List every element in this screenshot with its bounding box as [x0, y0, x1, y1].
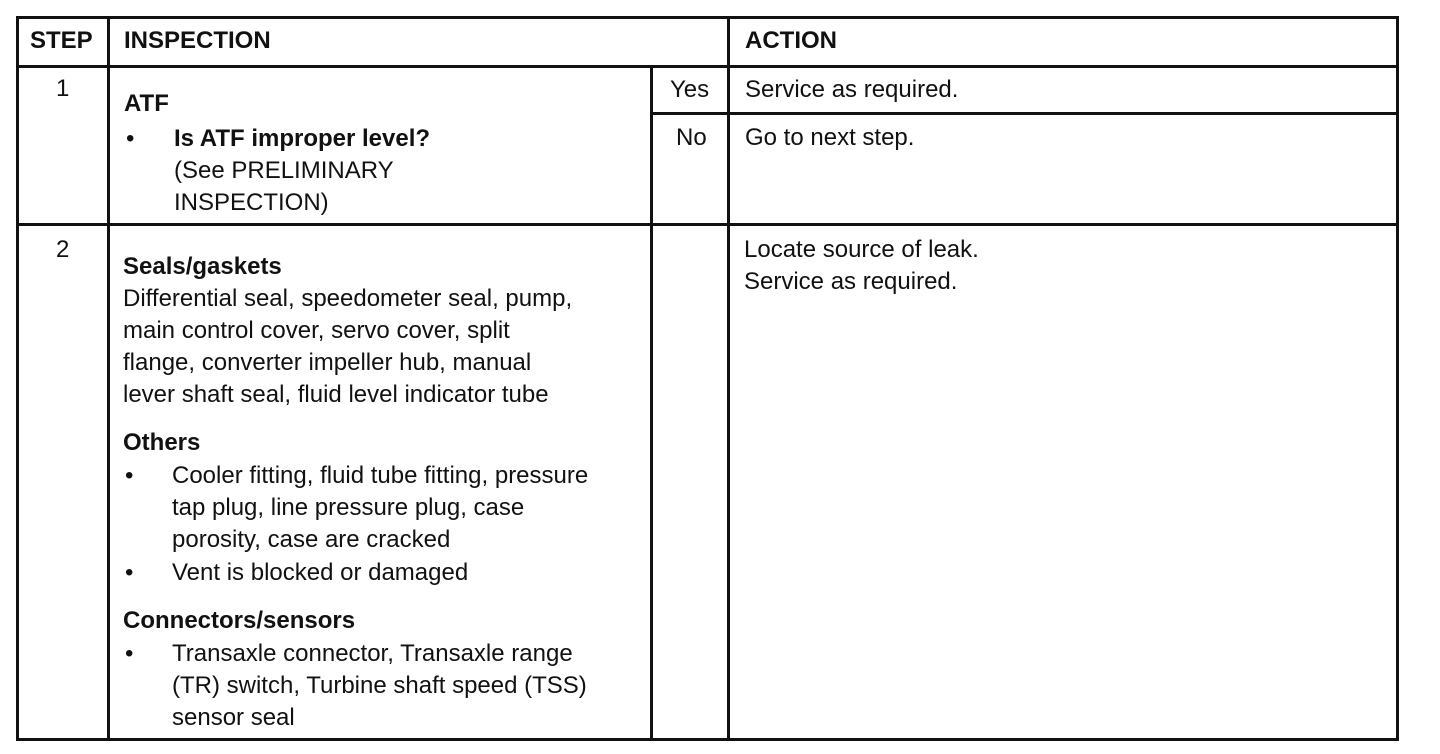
table-border-top [16, 16, 1399, 19]
step-column-divider [107, 16, 110, 741]
yes-no-column-divider [650, 65, 653, 741]
bullet-icon: • [125, 640, 134, 667]
row-divider [16, 223, 1399, 226]
bullet-icon: • [125, 559, 134, 586]
row1-yes-action: Service as required. [745, 76, 959, 103]
bullet-icon: • [125, 462, 134, 489]
table-border-right [1396, 16, 1399, 741]
row2-section-connectors-title: Connectors/sensors [123, 607, 356, 634]
row1-yes-no-divider [653, 112, 1399, 115]
row1-no-label: No [676, 124, 707, 151]
row2-connectors-bullet1: Transaxle connector, Transaxle range (TR) switch, Turbine shaft speed (TSS) sensor seal [172, 640, 587, 731]
row2-others-bullet2: Vent is blocked or damaged [172, 559, 469, 586]
row2-section-seals-text: Differential seal, speedometer seal, pump, main control cover, servo cover, split flange, converter impeller hub, manual lever shaft seal, fluid level indicator tube [123, 285, 573, 408]
row2-section-others-title: Others [123, 429, 201, 456]
row2-others-bullet1: Cooler fitting, fluid tube fitting, pressure tap plug, line pressure plug, case porosity, case are cracked [172, 462, 589, 553]
row1-question: Is ATF improper level? [174, 125, 431, 152]
row2-action: Locate source of leak. Service as required. [744, 236, 979, 295]
row1-yes-label: Yes [670, 76, 710, 103]
bullet-icon: • [126, 125, 135, 152]
row2-section-seals-title: Seals/gaskets [123, 253, 282, 280]
row1-no-action: Go to next step. [745, 124, 915, 151]
header-inspection: INSPECTION [124, 27, 271, 54]
action-column-divider [727, 16, 730, 741]
header-divider [16, 65, 1399, 68]
header-step: STEP [30, 27, 93, 54]
row1-note: (See PRELIMINARY INSPECTION) [174, 157, 394, 216]
inspection-table [16, 16, 1399, 741]
header-action: ACTION [745, 27, 837, 54]
row1-step-number: 1 [56, 75, 70, 102]
row1-title: ATF [124, 90, 169, 117]
table-border-left [16, 16, 19, 741]
table-border-bottom [16, 738, 1399, 741]
row2-step-number: 2 [56, 236, 70, 263]
